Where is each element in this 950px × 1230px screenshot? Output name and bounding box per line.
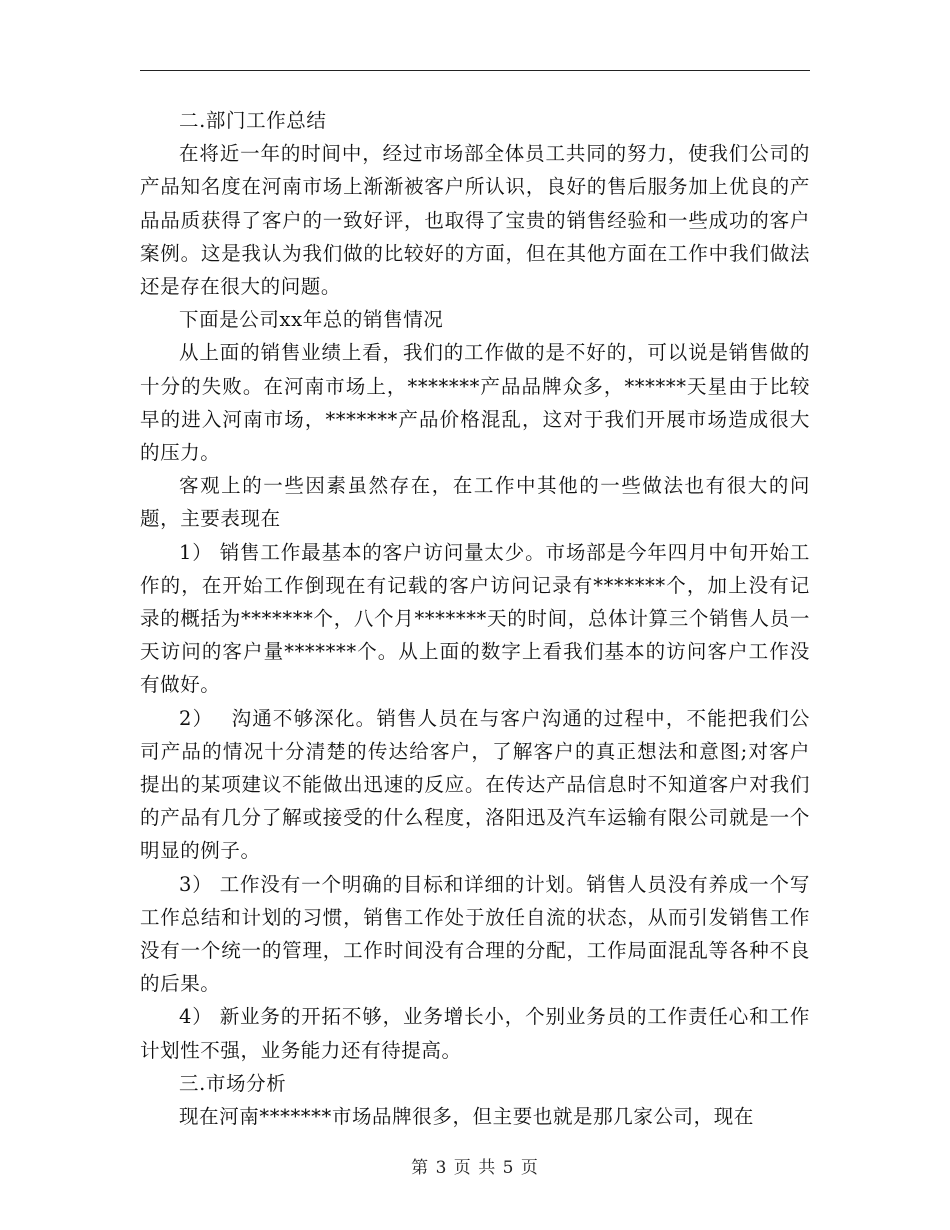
paragraph-problems-intro: 客观上的一些因素虽然存在，在工作中其他的一些做法也有很大的问题，主要表现在	[140, 474, 810, 531]
section-heading-department-summary: 二.部门工作总结	[179, 109, 327, 132]
paragraph-overview: 在将近一年的时间中，经过市场部全体员工共同的努力，使我们公司的产品知名度在河南市场上渐渐被客户所认识，良好的售后服务加上优良的产品品质获得了客户的一致好评，也取得了宝贵的销售经验和一些成功的客户案例。这是我认为我们做的比较好的方面，但在其他方面在工作中我们做法还是存在很大的问题。	[140, 142, 810, 299]
paragraph-sales-performance: 从上面的销售业绩上看，我们的工作做的是不好的，可以说是销售做的十分的失败。在河南市场上，*******产品品牌众多，******天星由于比较早的进入河南市场，*******产品价格混乱，这对于我们开展市场造成很大的压力。	[140, 341, 810, 465]
paragraph-sales-intro: 下面是公司xx年总的销售情况	[179, 308, 444, 332]
paragraph-market-analysis: 现在河南*******市场品牌很多，但主要也就是那几家公司，现在	[179, 1105, 754, 1129]
document-body	[140, 104, 810, 1133]
list-item-problem-1: 1） 销售工作最基本的客户访问量太少。市场部是今年四月中旬开始工作的，在开始工作倒现在有记载的客户访问记录有*******个，加上没有记录的概括为*******个，八个月*******天的时间，总体计算三个销售人员一天访问的客户量*******个。从上面的数字上看我们基本的访问客户工作没有做好。	[140, 540, 810, 697]
header-rule	[140, 70, 810, 71]
list-item-problem-2: 2） 沟通不够深化。销售人员在与客户沟通的过程中，不能把我们公司产品的情况十分清楚的传达给客户，了解客户的真正想法和意图;对客户提出的某项建议不能做出迅速的反应。在传达产品信息时不知道客户对我们的产品有几分了解或接受的什么程度，洛阳迅及汽车运输有限公司就是一个明显的例子。	[140, 706, 810, 863]
list-item-problem-3: 3） 工作没有一个明确的目标和详细的计划。销售人员没有养成一个写工作总结和计划的习惯，销售工作处于放任自流的状态，从而引发销售工作没有一个统一的管理，工作时间没有合理的分配，工作局面混乱等各种不良的后果。	[140, 872, 810, 996]
section-heading-market-analysis: 三.市场分析	[179, 1071, 287, 1095]
list-item-problem-4: 4） 新业务的开拓不够，业务增长小，个别业务员的工作责任心和工作计划性不强，业务能力还有待提高。	[140, 1005, 810, 1062]
page-number-footer: 第 3 页 共 5 页	[411, 1158, 539, 1178]
